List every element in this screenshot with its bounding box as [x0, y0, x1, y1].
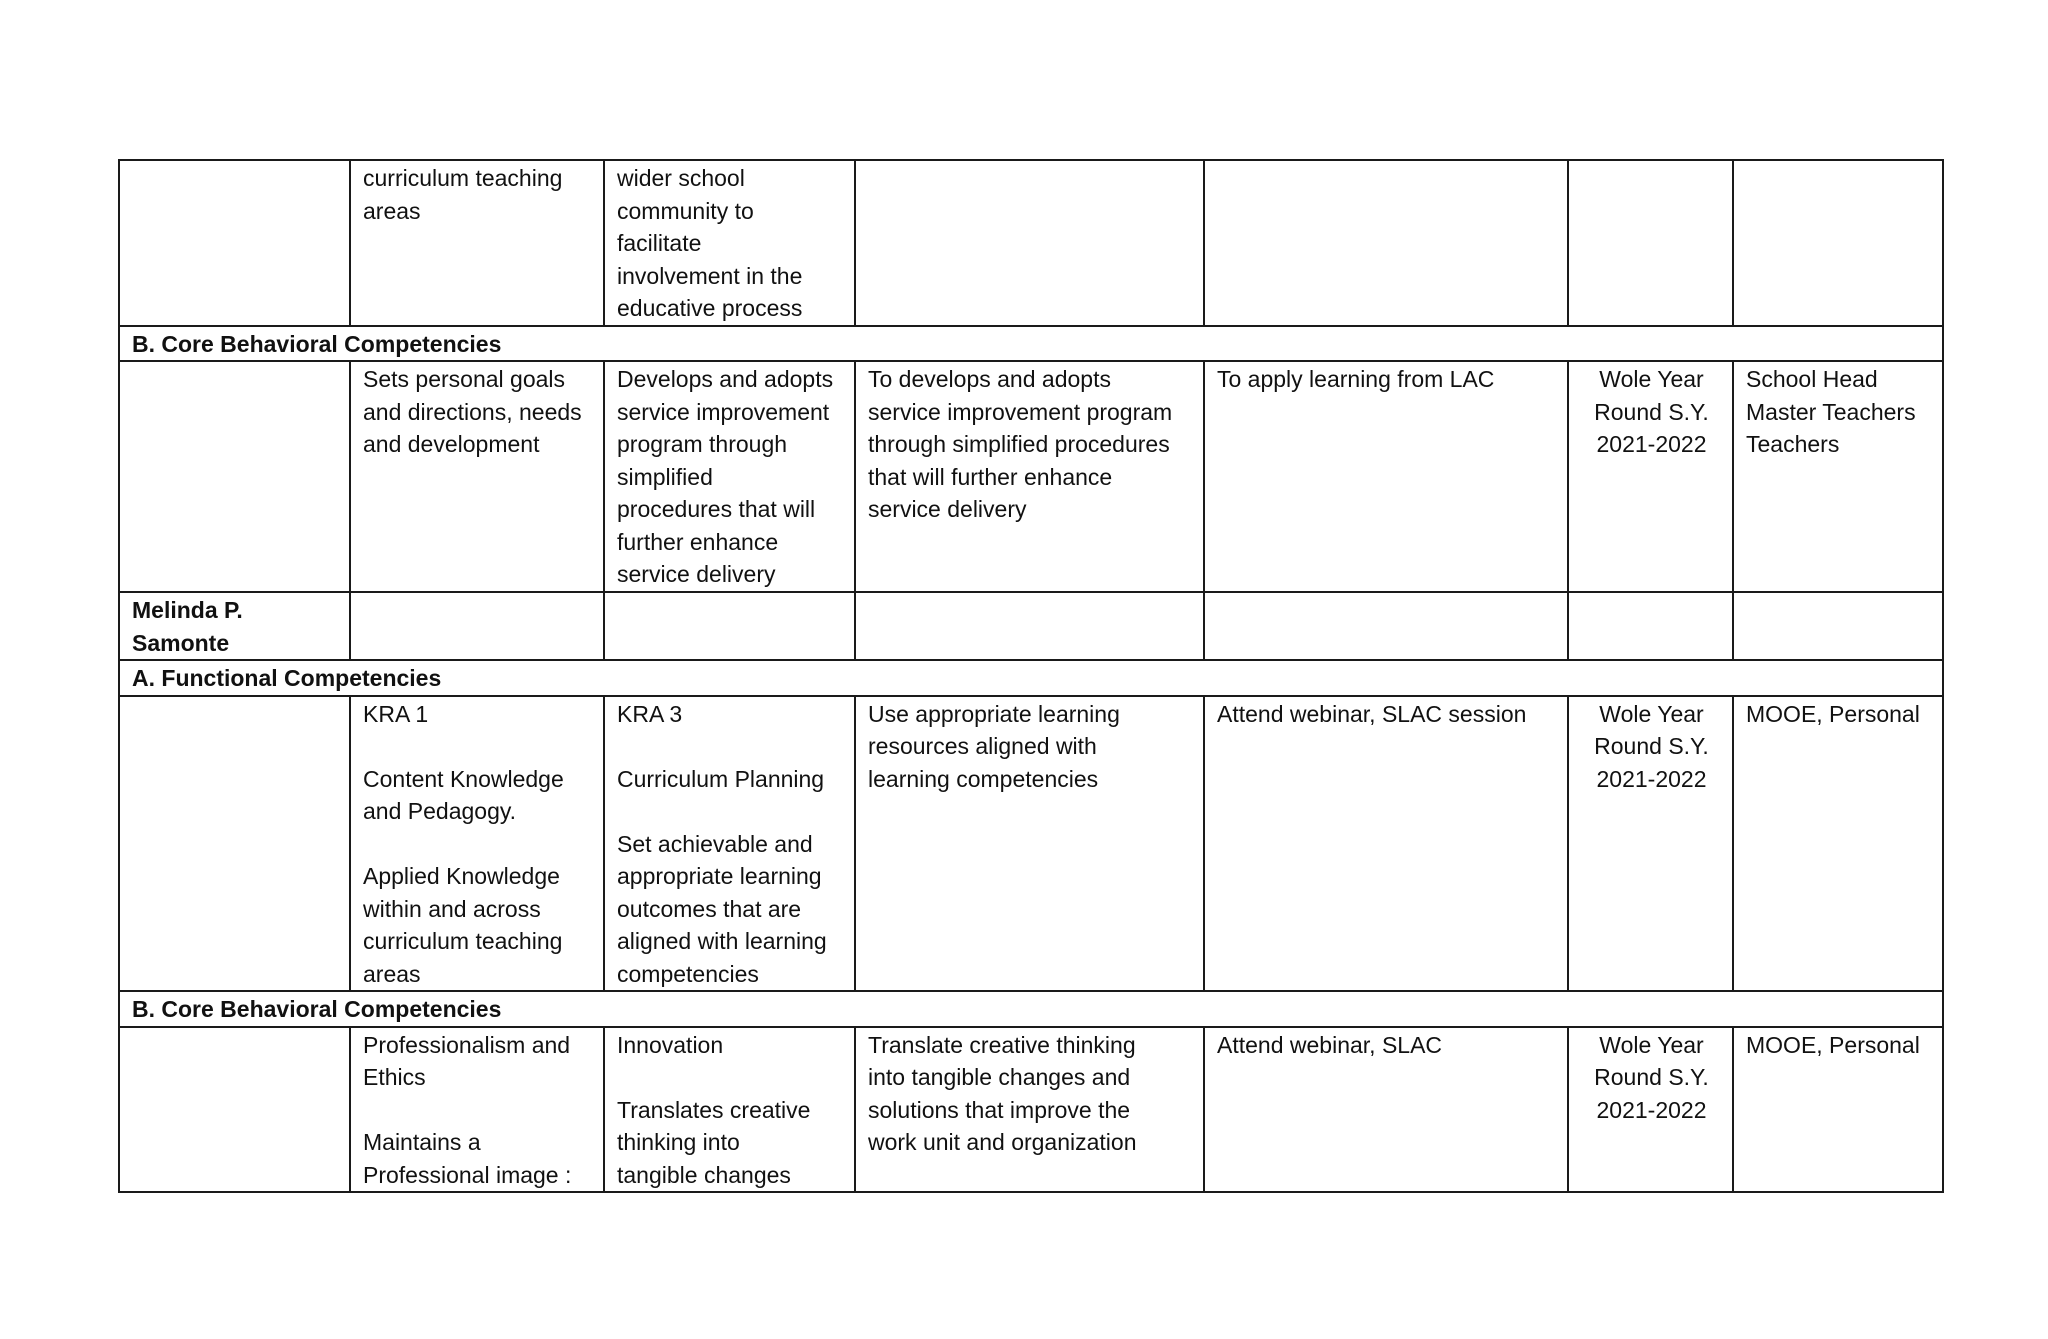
timeline-cell: Wole Year Round S.Y. 2021-2022 — [1568, 1027, 1733, 1193]
area-cell: Professionalism and Ethics Maintains a Professional image : — [350, 1027, 604, 1193]
table-row — [119, 592, 1943, 660]
table-row — [119, 696, 1943, 992]
area-cell — [350, 592, 604, 660]
name-cell — [119, 160, 350, 326]
section-heading: B. Core Behavioral Competencies — [119, 326, 1943, 362]
table-row — [119, 1027, 1943, 1193]
name-cell — [119, 1027, 350, 1193]
intervention-cell: To apply learning from LAC — [1204, 361, 1568, 592]
competency-cell: wider school community to facilitate involvement in the educative process — [604, 160, 855, 326]
development-plan-table — [118, 159, 1944, 1193]
timeline-cell — [1568, 592, 1733, 660]
resources-cell: School Head Master Teachers Teachers — [1733, 361, 1943, 592]
name-cell — [119, 696, 350, 992]
resources-cell — [1733, 592, 1943, 660]
section-row — [119, 991, 1943, 1027]
objective-cell — [855, 592, 1204, 660]
objective-cell: To develops and adopts service improvement program through simplified procedures that will further enhance service delivery — [855, 361, 1204, 592]
objective-cell — [855, 160, 1204, 326]
intervention-cell — [1204, 592, 1568, 660]
timeline-cell — [1568, 160, 1733, 326]
section-heading: B. Core Behavioral Competencies — [119, 991, 1943, 1027]
area-cell: Sets personal goals and directions, needs and development — [350, 361, 604, 592]
intervention-cell: Attend webinar, SLAC — [1204, 1027, 1568, 1193]
timeline-cell: Wole Year Round S.Y. 2021-2022 — [1568, 696, 1733, 992]
section-row — [119, 660, 1943, 696]
table-row — [119, 361, 1943, 592]
competency-cell — [604, 592, 855, 660]
name-cell — [119, 361, 350, 592]
timeline-cell: Wole Year Round S.Y. 2021-2022 — [1568, 361, 1733, 592]
competency-cell: Develops and adopts service improvement program through simplified procedures that will further enhance service delivery — [604, 361, 855, 592]
objective-cell: Translate creative thinking into tangible changes and solutions that improve the work unit and organization — [855, 1027, 1204, 1193]
section-heading: A. Functional Competencies — [119, 660, 1943, 696]
objective-cell: Use appropriate learning resources aligned with learning competencies — [855, 696, 1204, 992]
teacher-name-cell: Melinda P. Samonte — [119, 592, 350, 660]
area-cell: curriculum teaching areas — [350, 160, 604, 326]
table-row — [119, 160, 1943, 326]
intervention-cell — [1204, 160, 1568, 326]
area-cell: KRA 1 Content Knowledge and Pedagogy. Applied Knowledge within and across curriculum teaching areas — [350, 696, 604, 992]
competency-cell: KRA 3 Curriculum Planning Set achievable and appropriate learning outcomes that are aligned with learning competencies — [604, 696, 855, 992]
resources-cell: MOOE, Personal — [1733, 1027, 1943, 1193]
section-row — [119, 326, 1943, 362]
competency-cell: Innovation Translates creative thinking into tangible changes — [604, 1027, 855, 1193]
intervention-cell: Attend webinar, SLAC session — [1204, 696, 1568, 992]
resources-cell: MOOE, Personal — [1733, 696, 1943, 992]
resources-cell — [1733, 160, 1943, 326]
